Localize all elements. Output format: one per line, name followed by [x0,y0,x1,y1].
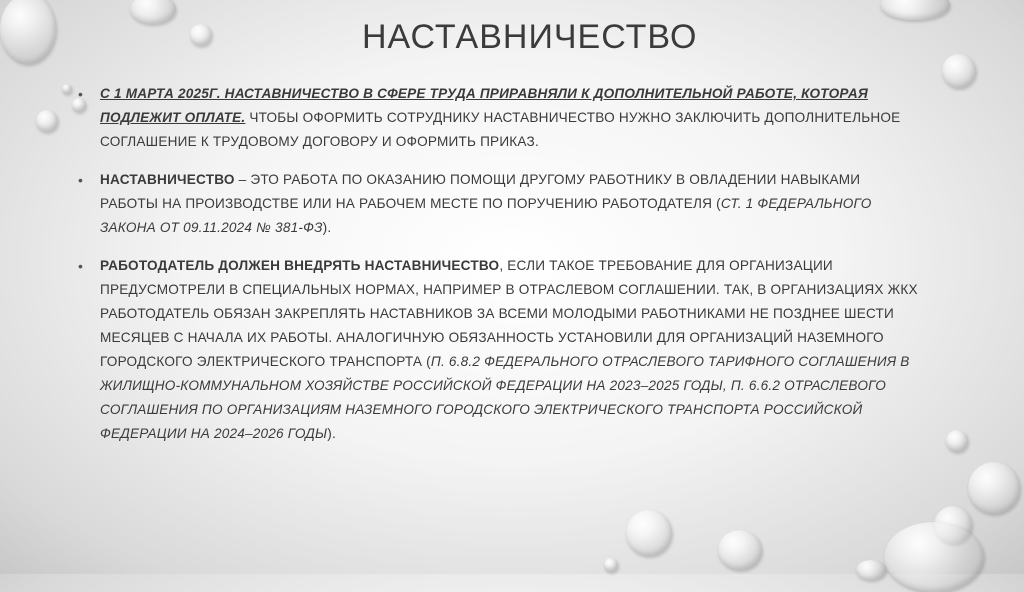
bullet-item [78,82,920,154]
water-drop-decoration [880,0,950,20]
bullet-emphasis: С 1 МАРТА 2025Г. НАСТАВНИЧЕСТВО В СФЕРЕ ТРУДА ПРИРАВНЯЛИ К ДОПОЛНИТЕЛЬНОЙ РАБОТЕ, КОТОРАЯ ПОДЛЕЖИТ ОПЛАТЕ. [100,86,868,125]
water-drop-decoration [130,0,176,24]
law-reference: П. 6.8.2 ФЕДЕРАЛЬНОГО ОТРАСЛЕВОГО ТАРИФНОГО СОГЛАШЕНИЯ В ЖИЛИЩНО-КОММУНАЛЬНОМ ХОЗЯЙСТВЕ РОССИЙСКОЙ ФЕДЕРАЦИИ НА 2023–2025 ГОДЫ, П. 6.6.2 ОТРАСЛЕВОГО СОГЛАШЕНИЯ ПО ОРГАНИЗАЦИЯМ НАЗЕМНОГО ГОРОДСКОГО ЭЛЕКТРИЧЕСКОГО ТРАНСПОРТА РОССИЙСКОЙ ФЕДЕРАЦИИ НА 2024–2026 ГОДЫ [100,354,910,441]
bullet-text: – ЭТО РАБОТА ПО ОКАЗАНИЮ ПОМОЩИ ДРУГОМУ РАБОТНИКУ В ОВЛАДЕНИИ НАВЫКАМИ РАБОТЫ НА ПРОИЗВОДСТВЕ ИЛИ НА РАБОЧЕМ МЕСТЕ ПО ПОРУЧЕНИЮ РАБОТОДАТЕЛЯ ( [100,172,861,211]
bullet-list [78,82,920,460]
bullet-item [78,168,920,240]
water-drop-decoration [0,0,56,64]
bullet-text: ЧТОБЫ ОФОРМИТЬ СОТРУДНИКУ НАСТАВНИЧЕСТВО НУЖНО ЗАКЛЮЧИТЬ ДОПОЛНИТЕЛЬНОЕ СОГЛАШЕНИЕ К ТРУДОВОМУ ДОГОВОРУ И ОФОРМИТЬ ПРИКАЗ. [100,110,901,149]
bullet-text: , ЕСЛИ ТАКОЕ ТРЕБОВАНИЕ ДЛЯ ОРГАНИЗАЦИИ ПРЕДУСМОТРЕЛИ В СПЕЦИАЛЬНЫХ НОРМАХ, НАПРИМЕР В ОТРАСЛЕВОМ СОГЛАШЕНИИ. ТАК, В ОРГАНИЗАЦИЯХ ЖКХ РАБОТОДАТЕЛЬ ОБЯЗАН ЗАКРЕПЛЯТЬ НАСТАВНИКОВ ЗА ВСЕМИ МОЛОДЫМИ РАБОТНИКАМИ НЕ ПОЗДНЕЕ ШЕСТИ МЕСЯЦЕВ С НАЧАЛА ИХ РАБОТЫ. АНАЛОГИЧНУЮ ОБЯЗАННОСТЬ УСТАНОВИЛИ ДЛЯ ОРГАНИЗАЦИЙ НАЗЕМНОГО ГОРОДСКОГО ЭЛЕКТРИЧЕСКОГО ТРАНСПОРТА ( [100,258,918,369]
water-drop-decoration [62,84,72,94]
bullet-text-end: ). [322,220,332,235]
slide-title: НАСТАВНИЧЕСТВО [362,18,698,56]
water-drop-decoration [968,462,1020,514]
water-drop-decoration [946,430,968,452]
water-drop-decoration [942,54,976,88]
water-drop-decoration [856,560,886,580]
water-drop-decoration [190,24,212,46]
law-reference: СТ. 1 ФЕДЕРАЛЬНОГО ЗАКОНА ОТ 09.11.2024 № 381-ФЗ [100,196,872,235]
water-drop-decoration [718,530,762,570]
water-drop-decoration [884,522,984,592]
bullet-text-end: ). [327,426,336,441]
water-drop-decoration [36,110,58,132]
bullet-item [78,254,920,446]
bullet-term: НАСТАВНИЧЕСТВО [100,172,235,187]
water-drop-decoration [604,558,618,572]
water-drop-decoration [626,510,672,556]
bullet-term: РАБОТОДАТЕЛЬ ДОЛЖЕН ВНЕДРЯТЬ НАСТАВНИЧЕСТВО [100,258,500,273]
